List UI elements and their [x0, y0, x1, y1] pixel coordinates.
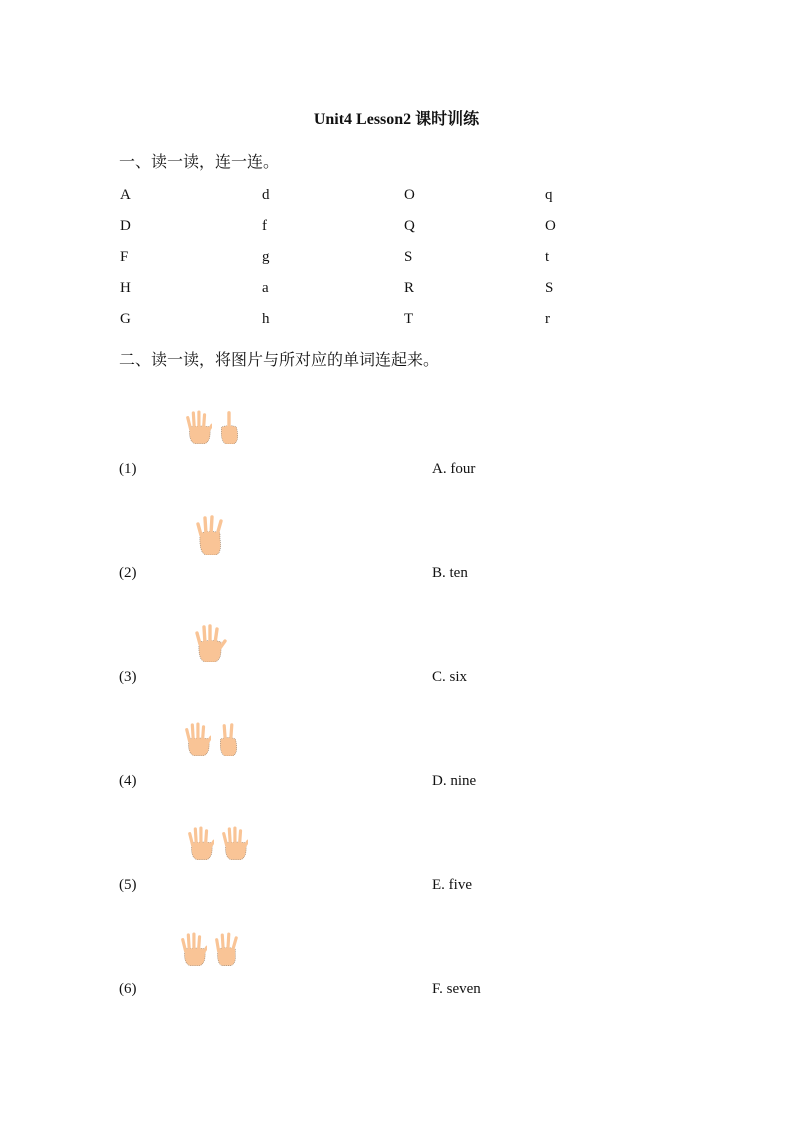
letter-cell: g [262, 249, 270, 265]
section-1-heading: 一、读一读，连一连。 [119, 152, 280, 171]
letter-cell: D [120, 218, 131, 234]
option-label: F. seven [432, 981, 481, 997]
letter-cell: F [120, 249, 129, 265]
option-label: E. five [432, 877, 472, 893]
five-fingers-hand-icon [193, 624, 227, 662]
item-number: (6) [119, 981, 137, 997]
item-number: (1) [119, 461, 137, 477]
ten-fingers-hands-icon [186, 826, 248, 860]
letter-cell: t [545, 249, 550, 265]
option-label: C. six [432, 669, 468, 685]
item-number: (5) [119, 877, 137, 893]
letter-cell: r [545, 311, 550, 327]
letter-cell: f [262, 218, 267, 234]
item-number: (3) [119, 669, 137, 685]
letter-cell: G [120, 311, 131, 327]
item-number: (2) [119, 565, 137, 581]
option-label: D. nine [432, 773, 477, 789]
section-2-heading: 二、读一读，将图片与所对应的单词连起来。 [119, 350, 440, 369]
letter-cell: a [262, 280, 269, 296]
letter-cell: A [120, 187, 131, 203]
letter-cell: T [404, 311, 414, 327]
option-label: A. four [432, 461, 476, 477]
letter-cell: d [262, 187, 270, 203]
letter-cell: h [262, 311, 270, 327]
seven-fingers-hands-icon [183, 722, 239, 756]
letter-cell: O [404, 187, 415, 203]
letter-cell: Q [404, 218, 415, 234]
page-title: Unit4 Lesson2 课时训练 [313, 111, 480, 128]
letter-cell: R [404, 280, 415, 296]
four-fingers-hand-icon [194, 515, 224, 555]
letter-cell: H [120, 280, 131, 296]
letter-cell: S [404, 249, 413, 265]
six-fingers-hands-icon [184, 410, 240, 444]
item-number: (4) [119, 773, 137, 789]
letter-cell: O [545, 218, 556, 234]
nine-fingers-hands-icon [179, 932, 239, 966]
letter-cell: q [545, 187, 553, 203]
option-label: B. ten [432, 565, 468, 581]
letter-cell: S [545, 280, 554, 296]
